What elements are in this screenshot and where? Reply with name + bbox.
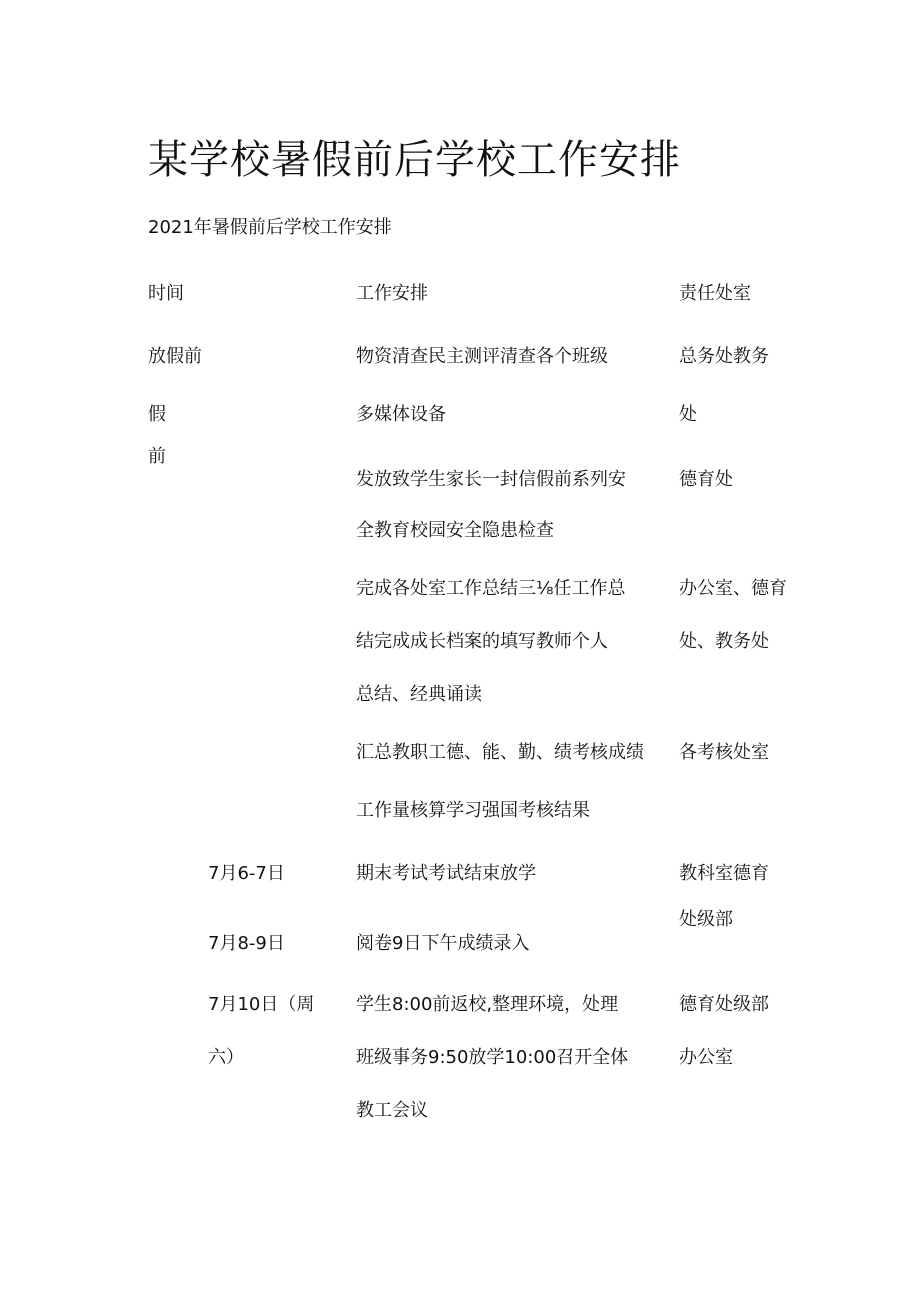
row-work-line: 教工会议 xyxy=(356,1100,428,1121)
row-office-line: 各考核处室 xyxy=(679,742,769,763)
header-time: 时间 xyxy=(148,283,184,304)
row-work-line: 学生8:00前返校,整理环境，处理 xyxy=(356,994,619,1015)
row-time-line: 六） xyxy=(208,1047,244,1068)
row-office-line: 德育处 xyxy=(679,469,733,490)
row-office-line: 处级部 xyxy=(679,909,733,930)
row-work-line: 总结、经典诵读 xyxy=(356,684,482,705)
period-label-line2: 前 xyxy=(148,446,166,467)
document-title: 某学校暑假前后学校工作安排 xyxy=(148,137,681,183)
row-work-line: 期末考试考试结束放学 xyxy=(356,863,536,884)
row-work-line: 完成各处室工作总结三⅛任工作总 xyxy=(356,578,626,599)
period-label-line1: 假 xyxy=(148,404,166,425)
row-office-line: 德育处级部 xyxy=(679,994,769,1015)
period-label: 放假前 xyxy=(148,346,202,367)
row-office-line: 总务处教务 xyxy=(679,346,769,367)
row-work-line: 结完成成长档案的填写教师个人 xyxy=(356,631,608,652)
row-office-line: 教科室德育 xyxy=(679,863,769,884)
row-work-line: 工作量核算学习强国考核结果 xyxy=(356,800,590,821)
header-work: 工作安排 xyxy=(356,283,428,304)
row-time-line: 7月6-7日 xyxy=(208,863,285,884)
row-work-line: 汇总教职工德、能、勤、绩考核成绩 xyxy=(356,742,644,763)
row-work-line: 多媒体设备 xyxy=(356,404,446,425)
row-work-line: 班级事务9:50放学10:00召开全体 xyxy=(356,1047,629,1068)
row-office-line: 处 xyxy=(679,404,697,425)
row-work-line: 全教育校园安全隐患检查 xyxy=(356,520,554,541)
row-time-line: 7月8-9日 xyxy=(208,933,285,954)
row-work-line: 阅卷9日下午成绩录入 xyxy=(356,933,530,954)
row-office-line: 处、教务处 xyxy=(679,631,769,652)
header-office: 责任处室 xyxy=(679,283,751,304)
row-office-line: 办公室 xyxy=(679,1047,733,1068)
row-work-line: 发放致学生家长一封信假前系列安 xyxy=(356,469,626,490)
row-work-line: 物资清查民主测评清查各个班级 xyxy=(356,346,608,367)
row-office-line: 办公室、德育 xyxy=(679,578,787,599)
row-time-line: 7月10日（周 xyxy=(208,994,315,1015)
document-subtitle: 2021年暑假前后学校工作安排 xyxy=(148,217,392,238)
